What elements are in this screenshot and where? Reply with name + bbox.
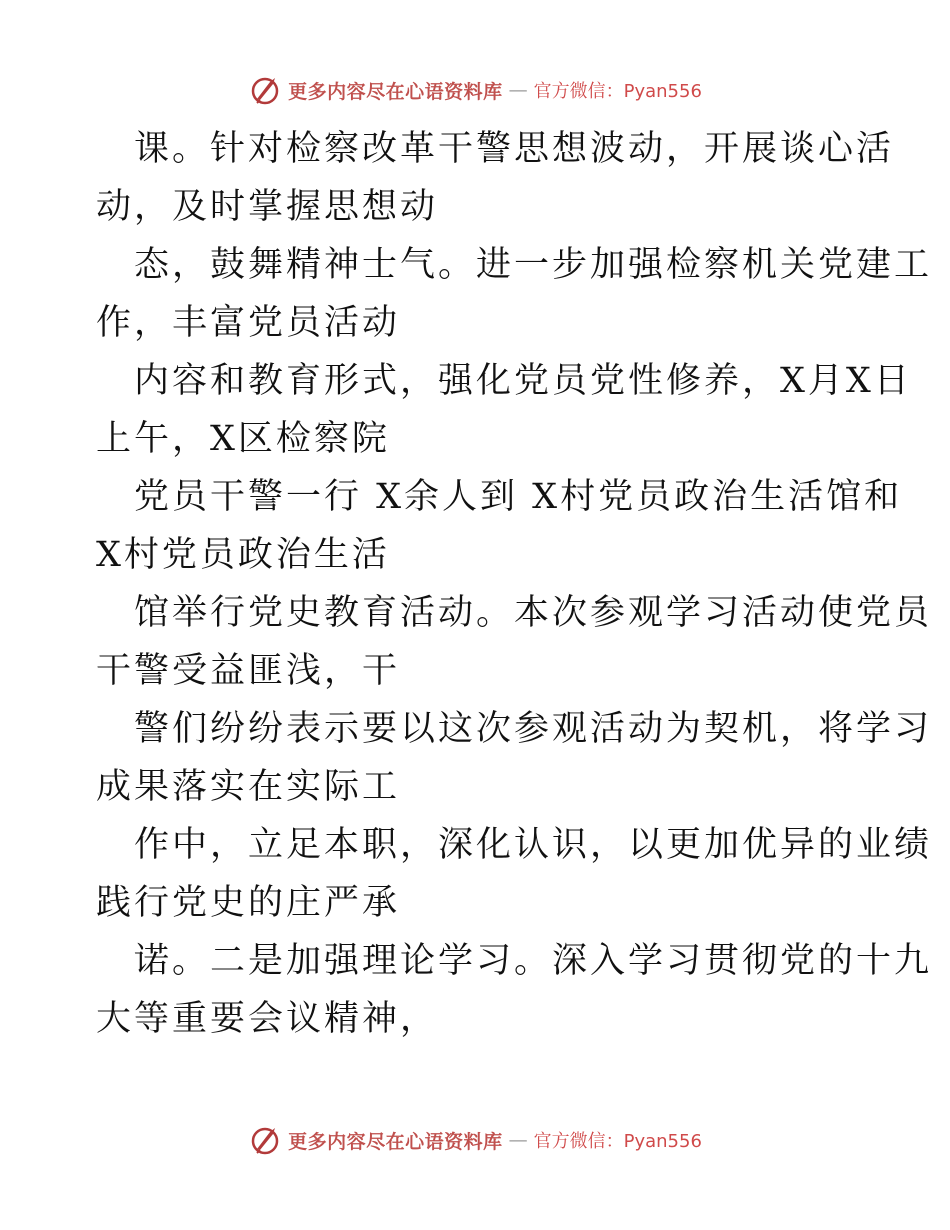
watermark-separator: —: [508, 79, 528, 101]
quill-pen-logo-icon: [248, 73, 282, 107]
body-line: 内容和教育形式，强化党员党性修养，X月X日: [134, 361, 912, 401]
watermark-main-text: 更多内容尽在心语资料库: [288, 80, 503, 103]
header-watermark: [0, 70, 950, 110]
body-line: 作中，立足本职，深化认识，以更加优异的业绩: [134, 825, 933, 865]
body-line: 动，及时掌握思想动: [96, 187, 439, 227]
body-line: 警们纷纷表示要以这次参观活动为契机，将学习: [134, 709, 933, 749]
body-line: 课。针对检察改革干警思想波动，开展谈心活: [134, 129, 895, 169]
body-line: X村党员政治生活: [96, 535, 390, 575]
document-body: [96, 120, 933, 1048]
body-line: 成果落实在实际工: [96, 767, 401, 807]
body-line: 作，丰富党员活动: [96, 303, 401, 343]
body-line: 大等重要会议精神，: [96, 999, 439, 1039]
quill-pen-logo-icon: [248, 1123, 282, 1157]
body-line: 干警受益匪浅，干: [96, 651, 401, 691]
body-line: 态，鼓舞精神士气。进一步加强检察机关党建工: [134, 245, 933, 285]
watermark-main-text: 更多内容尽在心语资料库: [288, 1130, 503, 1153]
body-line: 馆举行党史教育活动。本次参观学习活动使党员: [134, 593, 933, 633]
body-line: 践行党史的庄严承: [96, 883, 401, 923]
body-line: 诺。二是加强理论学习。深入学习贯彻党的十九: [134, 941, 933, 981]
watermark-contact: 官方微信：Pyan556: [533, 81, 702, 102]
body-line: 上午，X区检察院: [96, 419, 390, 459]
footer-watermark: [0, 1120, 950, 1160]
body-line: 党员干警一行 X余人到 X村党员政治生活馆和: [134, 477, 903, 517]
watermark-separator: —: [508, 1129, 528, 1151]
watermark-contact: 官方微信：Pyan556: [533, 1131, 702, 1152]
